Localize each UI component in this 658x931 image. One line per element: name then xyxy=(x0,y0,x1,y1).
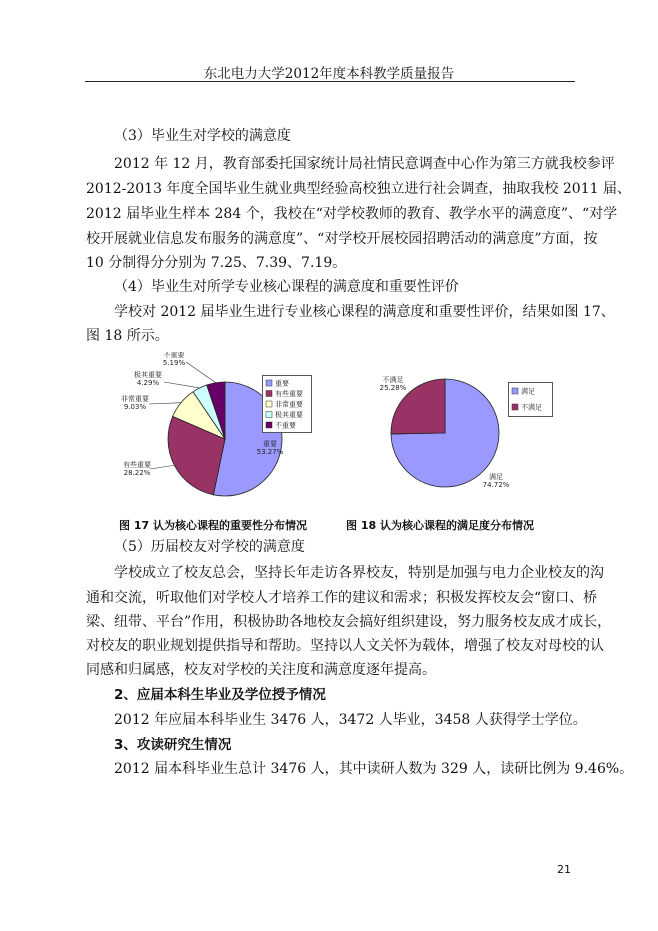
figure-18-caption: 图 18 认为核心课程的满足度分布情况 xyxy=(346,519,534,532)
figure-17-legend xyxy=(262,375,322,435)
pie-17-category-label: 极其重要 xyxy=(134,371,162,379)
pie-17-legend-label: 不重要 xyxy=(275,421,296,430)
pie-17-legend-swatch xyxy=(266,391,272,397)
pie-18-value-label: 74.72% xyxy=(482,481,510,489)
pie-17-legend-swatch xyxy=(266,412,272,418)
pie-17-category-label: 重要 xyxy=(263,440,277,448)
pie-17-category-label: 有些重要 xyxy=(123,461,151,469)
pie-17-category-label: 不重要 xyxy=(163,352,185,359)
pie-17-legend-swatch xyxy=(266,401,272,407)
section-3-line: 2012 届毕业生样本 284 个，我校在“对学校教师的教育、教学水平的满意度”、“对学 xyxy=(86,206,618,222)
page-header: 东北电力大学2012年度本科教学质量报告 xyxy=(203,66,455,82)
pie-18-legend-swatch xyxy=(512,388,518,394)
section-3-line: 10 分制得分分别为 7.25、7.39、7.19。 xyxy=(86,255,347,271)
pie-17-leader-line xyxy=(149,403,181,404)
pie-17-legend-label: 极其重要 xyxy=(275,411,303,419)
section-4-line: 学校对 2012 届毕业生进行专业核心课程的满意度和重要性评价，结果如图 17、 xyxy=(114,304,615,320)
pie-17-leader-line xyxy=(150,465,174,469)
pie-17-legend-label: 非常重要 xyxy=(275,400,303,409)
section-4-heading: （4）毕业生对所学专业核心课程的满意度和重要性评价 xyxy=(114,279,459,295)
section-3-line: 2012-2013 年度全国毕业生就业典型经验高校独立进行社会调查，抽取我校 2011 届、 xyxy=(86,181,631,197)
pie-18-slices xyxy=(391,379,499,487)
pie-17-value-label: 53.27% xyxy=(256,448,284,456)
part-2-line: 2012 年应届本科毕业生 3476 人，3472 人毕业，3458 人获得学士学位。 xyxy=(114,712,587,728)
pie-18-category-label: 不满足 xyxy=(382,376,404,384)
pie-17-value-label: 4.29% xyxy=(136,379,160,387)
pie-17-legend-label: 有些重要 xyxy=(275,390,303,398)
section-3-line: 2012 年 12 月，教育部委托国家统计局社情民意调查中心作为第三方就我校参评 xyxy=(114,156,615,172)
section-3-line: 校开展就业信息发布服务的满意度”、“对学校开展校园招聘活动的满意度”方面，按 xyxy=(86,231,598,247)
pie-17-category-label: 非常重要 xyxy=(121,395,149,403)
pie-18-value-label: 25.28% xyxy=(379,384,407,392)
figure-17-caption: 图 17 认为核心课程的重要性分布情况 xyxy=(119,519,307,532)
figure-18-legend xyxy=(508,382,558,422)
pie-17-leader-line xyxy=(164,382,200,388)
pie-17-leader-line xyxy=(186,362,216,383)
header-rule xyxy=(85,81,575,82)
pie-18-category-label: 满足 xyxy=(489,473,503,481)
pie-18-legend-label: 满足 xyxy=(521,387,535,396)
section-5-heading: （5）历届校友对学校的满意度 xyxy=(114,539,305,555)
page-number: 21 xyxy=(557,863,571,876)
part-3-line: 2012 届本科毕业生总计 3476 人，其中读研人数为 329 人，读研比例为 9.46%。 xyxy=(114,761,634,777)
pie-17-value-label: 5.19% xyxy=(162,359,186,367)
part-2-heading: 2、应届本科生毕业及学位授予情况 xyxy=(114,687,326,703)
section-5-line: 同感和归属感，校友对学校的关注度和满意度逐年提高。 xyxy=(86,662,436,678)
pie-17-legend-swatch xyxy=(266,422,272,428)
pie-18-legend-label: 不满足 xyxy=(521,403,542,412)
pie-17-legend-swatch xyxy=(266,380,272,386)
part-3-heading: 3、攻读研究生情况 xyxy=(114,737,232,753)
pie-17-value-label: 9.03% xyxy=(123,403,147,411)
section-5-line: 通和交流，听取他们对学校人才培养工作的建议和需求；积极发挥校友会“窗口、桥 xyxy=(86,590,598,606)
section-4-line: 图 18 所示。 xyxy=(86,328,169,344)
section-5-line: 梁、纽带、平台”作用，积极协助各地校友会搞好组织建设，努力服务校友成才成长， xyxy=(86,614,612,630)
pie-17-value-label: 28.22% xyxy=(123,469,151,477)
section-3-heading: （3）毕业生对学校的满意度 xyxy=(114,128,291,144)
section-5-line: 学校成立了校友总会，坚持长年走访各界校友，特别是加强与电力企业校友的沟 xyxy=(114,565,604,581)
section-5-line: 对校友的职业规划提供指导和帮助。坚持以人文关怀为载体，增强了校友对母校的认 xyxy=(86,638,604,654)
pie-18-legend-swatch xyxy=(512,404,518,410)
pie-17-legend-label: 重要 xyxy=(275,379,289,388)
